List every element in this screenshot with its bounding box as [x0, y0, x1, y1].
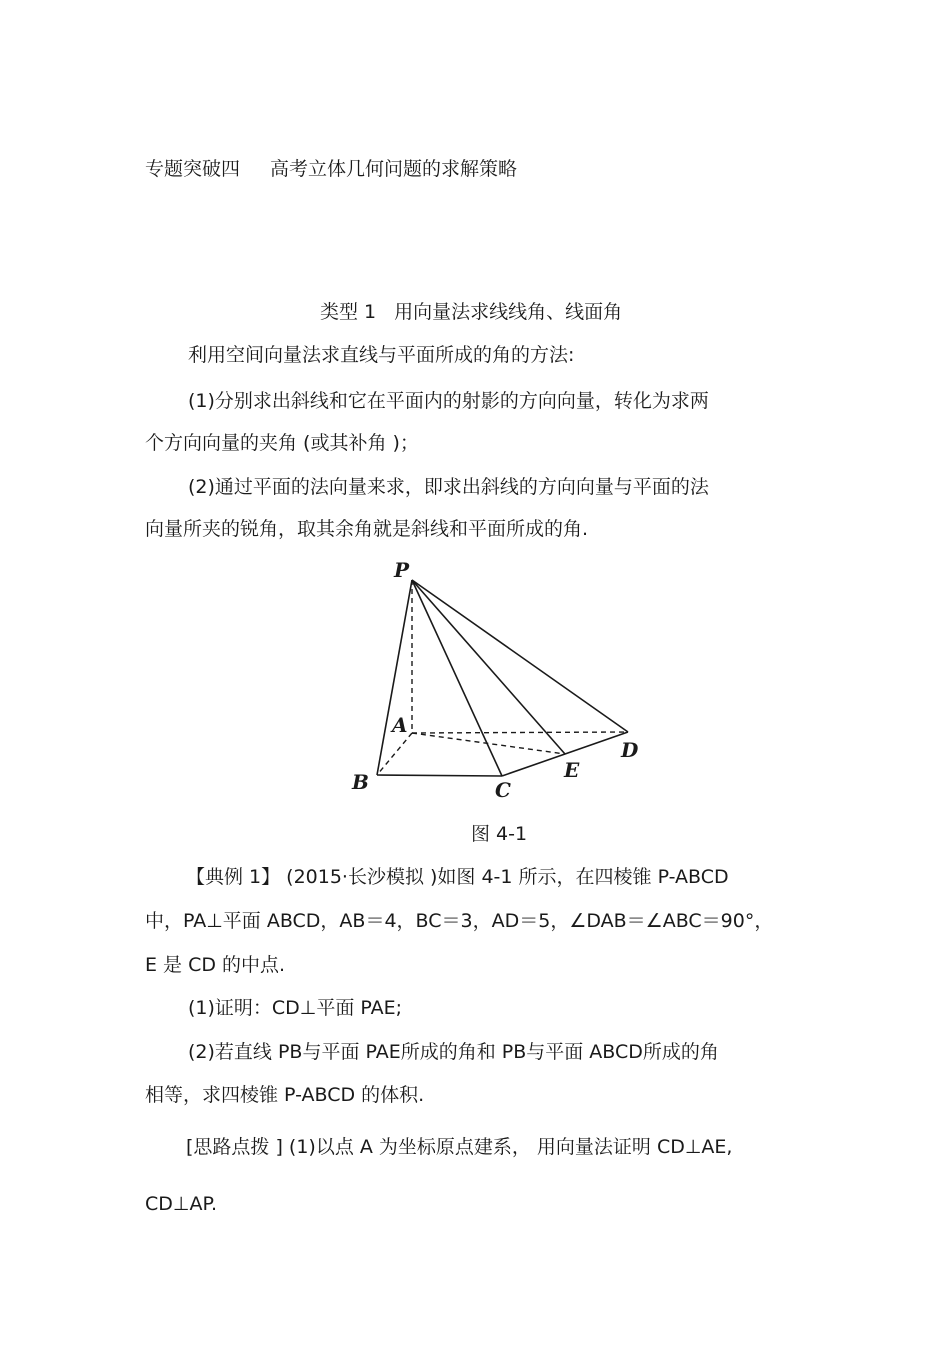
pyramid-figure — [340, 555, 650, 800]
section-heading — [320, 300, 622, 324]
title-part2: 高考立体几何问题的求解策略 — [270, 158, 518, 180]
hint-line2: CD⊥AP. — [145, 1193, 217, 1215]
edge-PB — [377, 580, 412, 775]
vertex-label-A: A — [392, 713, 408, 737]
section-title: 用向量法求线线角、线面角 — [394, 301, 623, 323]
method2-line2: 向量所夹的锐角，取其余角就是斜线和平面所成的角. — [145, 518, 589, 540]
edge-PC — [412, 580, 502, 776]
question2-line1: (2)若直线 PB与平面 PAE所成的角和 PB与平面 ABCD所成的角 — [188, 1041, 719, 1063]
example-line1: 【典例 1】 (2015·长沙模拟 )如图 4-1 所示，在四棱锥 P-ABCD — [186, 866, 729, 888]
example-line2: 中，PA⊥平面 ABCD，AB＝4，BC＝3，AD＝5，∠DAB＝∠ABC＝90°， — [145, 910, 774, 932]
method1-line2: 个方向向量的夹角 (或其补角 )； — [145, 432, 419, 454]
edge-BC — [377, 775, 502, 776]
question2-line2: 相等，求四棱锥 P-ABCD 的体积. — [145, 1084, 425, 1106]
vertex-label-B: B — [352, 770, 369, 794]
hidden-edge-AB — [377, 733, 412, 775]
hidden-edge-AE — [412, 733, 565, 754]
vertex-label-D: D — [621, 738, 639, 762]
example-line3: E 是 CD 的中点. — [145, 954, 286, 976]
question1: (1)证明：CD⊥平面 PAE; — [188, 997, 403, 1019]
hint-line1: [思路点拨 ] (1)以点 A 为坐标原点建系， 用向量法证明 CD⊥AE, — [186, 1136, 733, 1158]
point-label-E: E — [564, 758, 580, 782]
method1-line1: (1)分别求出斜线和它在平面内的射影的方向向量，转化为求两 — [188, 390, 709, 412]
figure-caption: 图 4-1 — [471, 823, 528, 845]
vertex-label-C: C — [495, 778, 511, 800]
method-intro: 利用空间向量法求直线与平面所成的角的方法: — [188, 344, 575, 366]
edge-PE — [412, 580, 565, 754]
vertex-label-P: P — [394, 558, 410, 582]
method2-line1: (2)通过平面的法向量来求，即求出斜线的方向向量与平面的法 — [188, 476, 709, 498]
section-label: 类型 1 — [320, 301, 377, 323]
edge-PD — [412, 580, 628, 732]
hidden-edge-AD — [412, 732, 628, 733]
title-part1: 专题突破四 — [145, 158, 241, 180]
document-title — [145, 157, 517, 181]
